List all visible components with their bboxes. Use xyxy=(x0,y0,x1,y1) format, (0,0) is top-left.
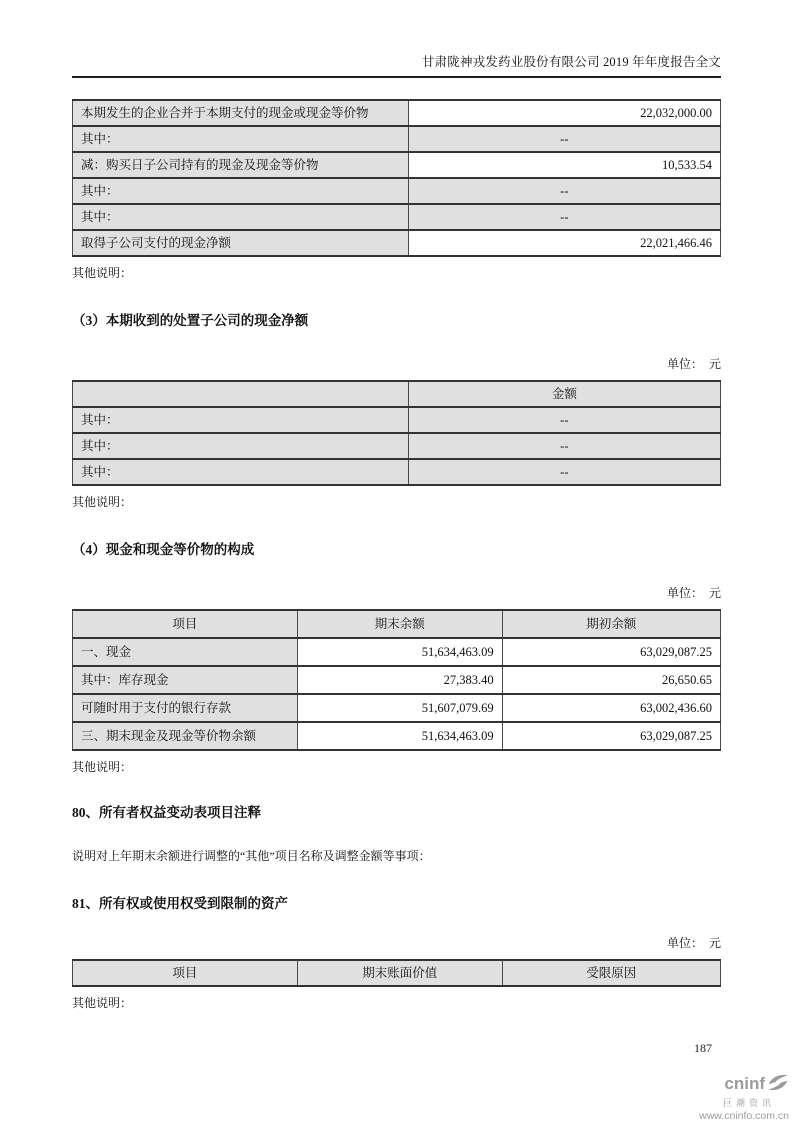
section-heading-cash-composition: （4）现金和现金等价物的构成 xyxy=(72,542,255,557)
other-note-label: 其他说明： xyxy=(72,760,133,774)
row-item: 一、现金 xyxy=(73,638,298,666)
table-header-row xyxy=(73,960,721,986)
other-note-label: 其他说明： xyxy=(72,266,133,280)
header-cell-restriction-reason: 受限原因 xyxy=(502,960,720,986)
cninfo-brand-line xyxy=(679,1073,789,1095)
page-number: 187 xyxy=(694,1041,712,1055)
row-label: 其中： xyxy=(73,178,409,204)
section-heading-disposal: （3）本期收到的处置子公司的现金净额 xyxy=(72,313,309,328)
row-label: 减：购买日子公司持有的现金及现金等价物 xyxy=(73,152,409,178)
row-value: 22,021,466.46 xyxy=(408,230,720,256)
table-row xyxy=(73,638,721,666)
cninfo-logo-icon xyxy=(767,1073,789,1095)
table-row xyxy=(73,100,721,126)
row-value: 10,533.54 xyxy=(408,152,720,178)
row-value: -- xyxy=(408,178,720,204)
cninfo-url: www.cninfo.com.cn xyxy=(699,1110,789,1122)
row-beginning-balance: 63,029,087.25 xyxy=(502,638,720,666)
row-value: -- xyxy=(408,407,720,433)
amount-header-cell: 金额 xyxy=(408,381,720,407)
row-ending-balance: 27,383.40 xyxy=(297,666,502,694)
unit-note: 单位： 元 xyxy=(666,586,721,600)
page-content xyxy=(72,0,721,1011)
row-value: 22,032,000.00 xyxy=(408,100,720,126)
table-row xyxy=(73,433,721,459)
table-row xyxy=(73,666,721,694)
row-beginning-balance: 26,650.65 xyxy=(502,666,720,694)
header-cell-item: 项目 xyxy=(73,960,298,986)
header-cell-book-value: 期末账面价值 xyxy=(297,960,502,986)
table-row xyxy=(73,204,721,230)
row-label: 本期发生的企业合并于本期支付的现金或现金等价物 xyxy=(73,100,409,126)
unit-note: 单位： 元 xyxy=(666,357,721,371)
row-ending-balance: 51,607,079.69 xyxy=(297,694,502,722)
row-label: 其中： xyxy=(73,459,409,485)
disposal-cash-table xyxy=(72,380,721,486)
table-row xyxy=(73,694,721,722)
unit-note: 单位： 元 xyxy=(666,936,721,950)
row-ending-balance: 51,634,463.09 xyxy=(297,638,502,666)
table-row xyxy=(73,407,721,433)
header-cell-beginning-balance: 期初余额 xyxy=(502,610,720,638)
row-label: 其中： xyxy=(73,126,409,152)
section-80-body: 说明对上年期末余额进行调整的“其他”项目名称及调整金额等事项： xyxy=(72,849,431,863)
row-value: -- xyxy=(408,204,720,230)
row-beginning-balance: 63,029,087.25 xyxy=(502,722,720,750)
table-row xyxy=(73,230,721,256)
header-cell-ending-balance: 期末余额 xyxy=(297,610,502,638)
table-row xyxy=(73,178,721,204)
other-note-label: 其他说明： xyxy=(72,996,133,1010)
table-header-row xyxy=(73,381,721,407)
row-beginning-balance: 63,002,436.60 xyxy=(502,694,720,722)
section-heading-80: 80、所有者权益变动表项目注释 xyxy=(72,805,261,820)
row-label: 其中： xyxy=(73,407,409,433)
cninfo-watermark xyxy=(679,1073,789,1122)
row-value: -- xyxy=(408,459,720,485)
row-label: 其中： xyxy=(73,433,409,459)
table-row xyxy=(73,722,721,750)
row-item: 可随时用于支付的银行存款 xyxy=(73,694,298,722)
cninfo-chinese-name: 巨潮资讯 xyxy=(722,1098,775,1108)
table-row xyxy=(73,126,721,152)
cninfo-brand-text: cninf xyxy=(724,1074,765,1093)
row-value: -- xyxy=(408,433,720,459)
table-row xyxy=(73,152,721,178)
row-value: -- xyxy=(408,126,720,152)
section-heading-81: 81、所有权或使用权受到限制的资产 xyxy=(72,896,288,911)
table-row xyxy=(73,459,721,485)
empty-header-cell xyxy=(73,381,409,407)
row-label: 其中： xyxy=(73,204,409,230)
restricted-assets-table xyxy=(72,959,721,987)
other-note-label: 其他说明： xyxy=(72,495,133,509)
cash-composition-table xyxy=(72,609,721,751)
row-item: 其中：库存现金 xyxy=(73,666,298,694)
table-header-row xyxy=(73,610,721,638)
row-item: 三、期末现金及现金等价物余额 xyxy=(73,722,298,750)
document-header-title: 甘肃陇神戎发药业股份有限公司 2019 年年度报告全文 xyxy=(421,55,721,69)
header-cell-item: 项目 xyxy=(73,610,298,638)
row-label: 取得子公司支付的现金净额 xyxy=(73,230,409,256)
header-divider xyxy=(72,76,721,78)
business-combination-cash-table xyxy=(72,99,721,257)
row-ending-balance: 51,634,463.09 xyxy=(297,722,502,750)
